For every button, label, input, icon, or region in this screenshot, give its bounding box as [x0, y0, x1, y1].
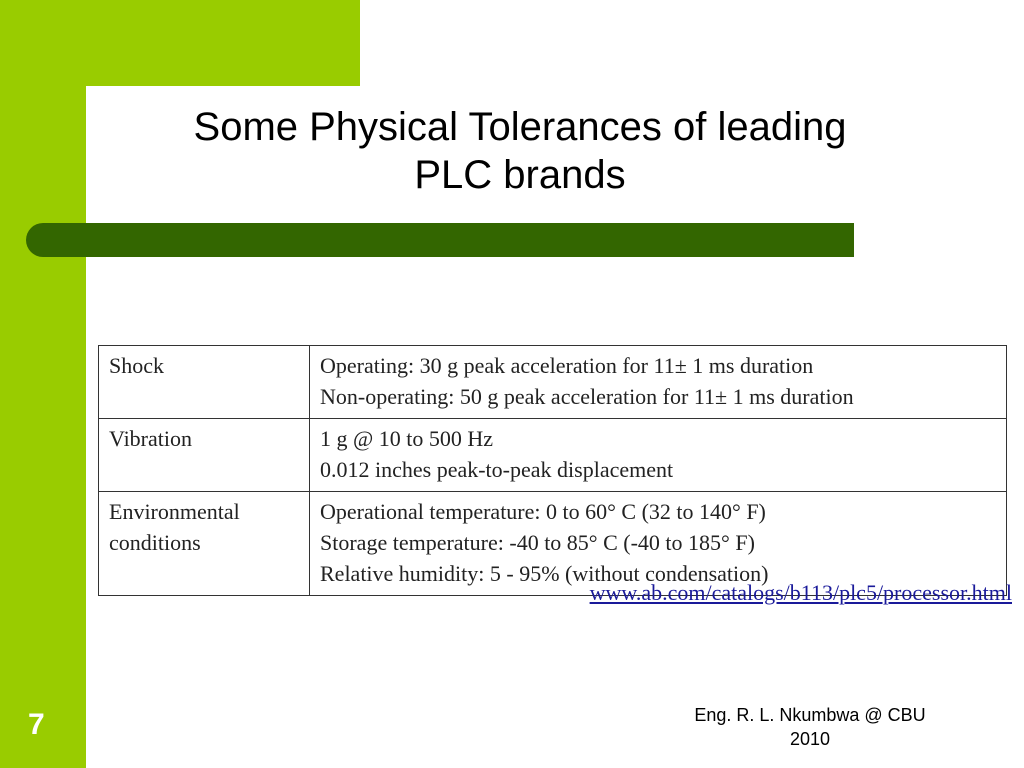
row-value-cell [310, 346, 1007, 419]
table-row-vibration [99, 419, 1007, 492]
slide-number: 7 [28, 708, 45, 741]
row-value-line: 1 g @ 10 to 500 Hz [320, 426, 494, 451]
decor-title-underline-bar [26, 223, 854, 257]
source-link[interactable]: www.ab.com/catalogs/b113/plc5/processor.html [589, 580, 1012, 605]
row-label: Environmental [109, 499, 240, 524]
footer-line-1: Eng. R. L. Nkumbwa @ CBU [694, 705, 926, 725]
decor-green-left-strip [0, 0, 86, 768]
row-label: Vibration [109, 426, 192, 451]
row-value-line: Operational temperature: 0 to 60° C (32 to 140° F) [320, 499, 766, 524]
footer-credit [660, 703, 960, 751]
slide-title-line-2: PLC brands [414, 153, 626, 197]
row-label-cell [99, 492, 310, 596]
row-value-line: Non-operating: 50 g peak acceleration for 11± 1 ms duration [320, 384, 854, 409]
row-value-line: Storage temperature: -40 to 85° C (-40 to 185° F) [320, 530, 755, 555]
row-label: conditions [109, 530, 201, 555]
table-row-shock [99, 346, 1007, 419]
slide-title [130, 103, 910, 199]
row-label: Shock [109, 353, 164, 378]
slide-title-line-1: Some Physical Tolerances of leading [193, 105, 847, 149]
tolerance-table [98, 345, 1007, 596]
row-value-line: 0.012 inches peak-to-peak displacement [320, 457, 674, 482]
row-value-cell [310, 419, 1007, 492]
row-value-line: Relative humidity: 5 - 95% (without condensation) [320, 561, 769, 586]
row-value-line: Operating: 30 g peak acceleration for 11± 1 ms duration [320, 353, 814, 378]
row-label-cell [99, 419, 310, 492]
row-label-cell [99, 346, 310, 419]
footer-line-2: 2010 [789, 729, 831, 749]
